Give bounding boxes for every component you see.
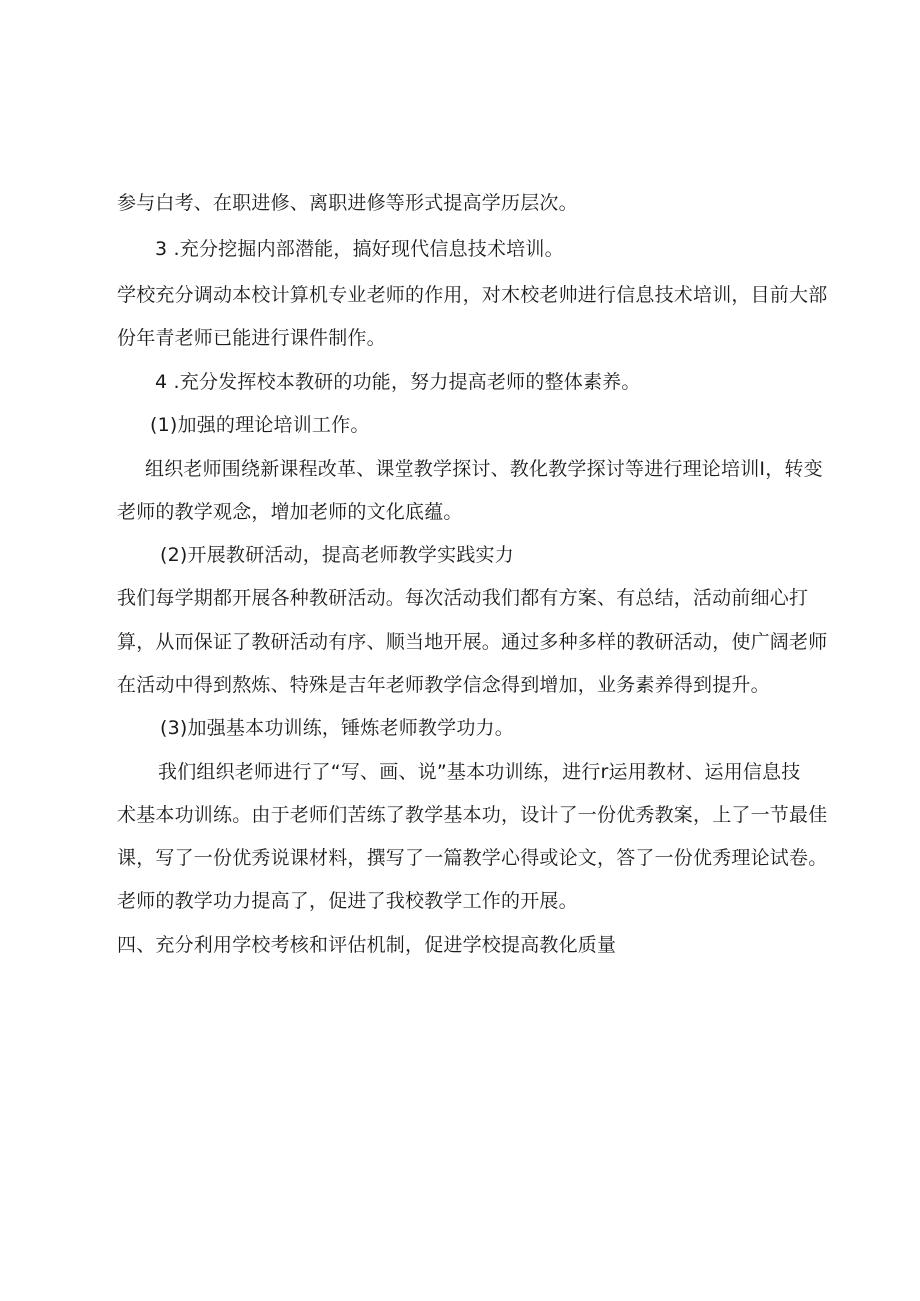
paragraph-line: 学校充分调动本校计算机专业老师的作用，对木校老帅进行信息技术培训，目前大部 [117,284,828,306]
section-heading-3: 3 .充分挖掘内部潜能，搞好现代信息技术培训。 [155,238,564,260]
subsection-heading-3: (3)加强基本功训练，锤炼老师教学功力。 [160,717,514,739]
section-heading-4: 4 .充分发挥校本教研的功能，努力提高老师的整体素养。 [155,371,641,393]
paragraph-line: 课，写了一份优秀说课材料，撰写了一篇教学心得或论文，答了一份优秀理论试卷。 [117,847,828,869]
paragraph-line: 我们组织老师进行了“写、画、说”基本功训练，进行r运用教材、运用信息技 [158,761,801,783]
section-heading-four: 四、充分利用学校考核和评估机制，促进学校提高教化质量 [117,934,617,956]
paragraph-line: 算，从而保证了教研活动有序、顺当地开展。通过多种多样的教研活动，使广阔老师 [117,631,828,653]
paragraph-line: 在活动中得到熬炼、特殊是吉年老师教学信念得到增加，业务素养得到提升。 [117,674,770,696]
subsection-heading-1: (1)加强的理论培训工作。 [150,414,370,436]
paragraph-line: 份年青老师已能进行课件制作。 [117,327,386,349]
subsection-heading-2: (2)开展教研活动，提高老师教学实践实力 [160,544,514,566]
paragraph-line: 组织老师围绕新课程改革、课堂教学探讨、教化教学探讨等进行理论培训I，转变 [145,458,823,480]
paragraph-line: 参与白考、在职进修、离职进修等形式提高学历层次。 [117,192,578,214]
paragraph-line: 老师的教学功力提高了，促进了我校教学工作的开展。 [117,890,578,912]
paragraph-line: 术基本功训练。由于老师们苦练了教学基本功，设计了一份优秀教案，上了一节最佳 [117,804,828,826]
paragraph-line: 老师的教学观念，增加老师的文化底蕴。 [117,501,463,523]
paragraph-line: 我们每学期都开展各种教研活动。每次活动我们都有方案、有总结，活动前细心打 [117,587,809,609]
